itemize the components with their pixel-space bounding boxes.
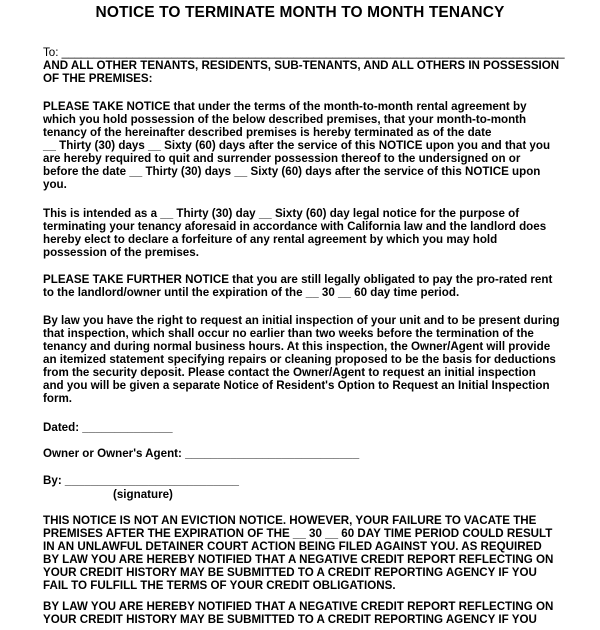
paragraph-line: form. (43, 392, 72, 405)
paragraph-line: that inspection, which shall occur no earlier than two weeks before the termination of the (43, 327, 534, 340)
paragraph-line: an itemized statement specifying repairs or cleaning proposed to be the basis for deductions (43, 353, 556, 366)
signature-field (43, 474, 568, 487)
paragraph-line: THIS NOTICE IS NOT AN EVICTION NOTICE. HOWEVER, YOUR FAILURE TO VACATE THE (43, 514, 537, 527)
paragraph-line: you. (43, 178, 67, 191)
dated-field (43, 421, 568, 434)
paragraph-line: PLEASE TAKE NOTICE that under the terms of the month-to-month rental agreement by (43, 100, 527, 113)
by-line: By: ___________________________ (43, 474, 239, 487)
paragraph-line: from the security deposit. Please contact the Owner/Agent to request an initial inspection (43, 366, 536, 379)
eviction-warning-paragraph (43, 514, 568, 592)
credit-report-paragraph (43, 600, 568, 626)
dated-line: Dated: ______________ (43, 421, 173, 434)
signature-label: (signature) (113, 488, 173, 501)
owner-agent-line: Owner or Owner's Agent: ___________________________ (43, 447, 360, 460)
paragraph-line: before the date __ Thirty (30) days __ Sixty (60) days after the service of this NOTICE upon (43, 165, 541, 178)
paragraph-line: which you hold possession of the below described premises, that your month-to-month (43, 113, 527, 126)
paragraph-line: FAIL TO FULFILL THE TERMS OF YOUR CREDIT OBLIGATIONS. (43, 579, 396, 592)
paragraph-line: PLEASE TAKE FURTHER NOTICE that you are still legally obligated to pay the pro-rated rent (43, 273, 553, 286)
paragraph-line: This is intended as a __ Thirty (30) day __ Sixty (60) day legal notice for the purpose of (43, 207, 520, 220)
rent-obligation-paragraph (43, 273, 568, 299)
inspection-paragraph (43, 314, 568, 405)
paragraph-line: BY LAW YOU ARE HEREBY NOTIFIED THAT A NEGATIVE CREDIT REPORT REFLECTING ON (43, 553, 554, 566)
paragraph-line: to the landlord/owner until the expiration of the __ 30 __ 60 day time period. (43, 286, 460, 299)
addressee-block (43, 46, 568, 85)
paragraph-line: are hereby required to quit and surrender possession thereof to the undersigned on or (43, 152, 521, 165)
paragraph-line: __ Thirty (30) days __ Sixty (60) days after the service of this NOTICE upon you and that you (43, 139, 551, 152)
paragraph-line: hereby elect to declare a forfeiture of any rental agreement by which you may hold (43, 233, 498, 246)
paragraph-line: IN AN UNLAWFUL DETAINER COURT ACTION BEING FILED AGAINST YOU. AS REQUIRED (43, 540, 542, 553)
paragraph-line: tenancy and during normal business hours. At this inspection, the Owner/Agent will provide (43, 340, 551, 353)
paragraph-line: YOUR CREDIT HISTORY MAY BE SUBMITTED TO A CREDIT REPORTING AGENCY IF YOU (43, 566, 537, 579)
paragraph-line: PREMISES AFTER THE EXPIRATION OF THE __ 30 __ 60 DAY TIME PERIOD COULD RESULT (43, 527, 553, 540)
paragraph-line: possession of the premises. (43, 246, 199, 259)
termination-paragraph (43, 100, 568, 191)
paragraph-line: By law you have the right to request an initial inspection of your unit and to be present during (43, 314, 560, 327)
paragraph-line: BY LAW YOU ARE HEREBY NOTIFIED THAT A NEGATIVE CREDIT REPORT REFLECTING ON (43, 600, 554, 613)
legal-notice-paragraph (43, 207, 568, 259)
to-line: To: ______________________________________________________________________________ (43, 46, 565, 59)
to-sub-line: OF THE PREMISES: (43, 72, 153, 85)
paragraph-line: and you will be given a separate Notice of Resident's Option to Request an Initial Inspection (43, 379, 550, 392)
paragraph-line: terminating your tenancy aforesaid in accordance with California law and the landlord does (43, 220, 547, 233)
owner-agent-field (43, 447, 568, 460)
to-sub-line: AND ALL OTHER TENANTS, RESIDENTS, SUB-TENANTS, AND ALL OTHERS IN POSSESSION (43, 59, 560, 72)
paragraph-line: YOUR CREDIT HISTORY MAY BE SUBMITTED TO A CREDIT REPORTING AGENCY IF YOU (43, 613, 537, 626)
page-title: NOTICE TO TERMINATE MONTH TO MONTH TENANCY (95, 4, 505, 21)
paragraph-line: tenancy of the hereinafter described premises is hereby terminated as of the date (43, 126, 492, 139)
